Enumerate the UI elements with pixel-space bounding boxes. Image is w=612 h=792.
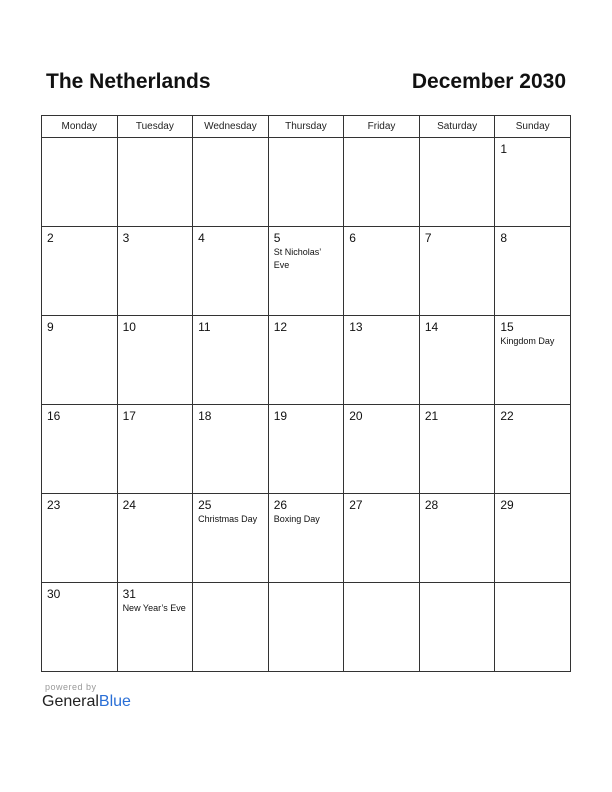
calendar-day-content — [344, 138, 419, 142]
calendar-day-cell — [117, 138, 193, 227]
calendar-day-content — [118, 227, 193, 245]
calendar-day-cell — [419, 494, 495, 583]
weekday-header: Sunday — [495, 116, 571, 138]
calendar-day-content — [42, 494, 117, 512]
calendar-day-content — [269, 227, 344, 272]
calendar-day-content — [269, 405, 344, 423]
footer-branding — [42, 682, 131, 711]
calendar-body — [42, 138, 571, 672]
calendar-day-cell — [42, 583, 118, 672]
brand-logo-part2: Blue — [98, 693, 131, 710]
calendar-week-row — [42, 138, 571, 227]
calendar-week-row — [42, 494, 571, 583]
day-number: 20 — [349, 409, 363, 423]
calendar-day-cell — [419, 316, 495, 405]
calendar-day-content — [420, 138, 495, 142]
calendar-day-content — [420, 494, 495, 512]
calendar-day-cell — [268, 316, 344, 405]
calendar-day-cell — [344, 405, 420, 494]
day-number: 14 — [424, 320, 439, 334]
day-number: 17 — [122, 409, 136, 423]
day-number: 28 — [424, 498, 439, 512]
country-title: The Netherlands — [46, 70, 211, 93]
brand-logo — [42, 693, 131, 711]
calendar-day-cell — [268, 138, 344, 227]
calendar-day-cell — [193, 316, 269, 405]
calendar-day-content — [118, 138, 193, 142]
day-number: 27 — [349, 498, 363, 512]
calendar-day-content — [269, 138, 344, 142]
calendar-day-cell — [268, 583, 344, 672]
day-number: 8 — [500, 231, 508, 245]
calendar-day-cell — [117, 227, 193, 316]
calendar-week-row — [42, 316, 571, 405]
calendar-day-content — [495, 405, 570, 423]
calendar-day-content — [193, 494, 268, 526]
calendar-day-content — [118, 405, 193, 423]
calendar-day-cell — [193, 227, 269, 316]
weekday-header: Monday — [42, 116, 118, 138]
calendar-day-content — [42, 583, 117, 601]
day-number: 10 — [122, 320, 136, 334]
calendar-day-cell — [268, 494, 344, 583]
calendar-day-content — [344, 227, 419, 245]
holiday-label: Boxing Day — [273, 514, 320, 524]
calendar-day-content — [193, 138, 268, 142]
calendar-day-content — [344, 316, 419, 334]
day-number: 3 — [122, 231, 130, 245]
weekday-header: Thursday — [268, 116, 344, 138]
day-number: 9 — [47, 320, 54, 334]
holiday-label: Kingdom Day — [500, 336, 555, 346]
calendar-day-content — [344, 494, 419, 512]
powered-by-text: powered by — [45, 682, 97, 692]
calendar-day-cell — [495, 494, 571, 583]
calendar-day-cell — [495, 583, 571, 672]
calendar-day-cell — [193, 405, 269, 494]
calendar-day-content — [344, 583, 419, 587]
calendar-day-cell — [344, 316, 420, 405]
calendar-day-content — [495, 316, 570, 348]
calendar-day-cell — [419, 405, 495, 494]
calendar-day-cell — [419, 138, 495, 227]
calendar-header — [46, 70, 566, 98]
day-number: 16 — [47, 409, 61, 423]
calendar-day-cell — [193, 138, 269, 227]
calendar-day-cell — [42, 316, 118, 405]
calendar-day-cell — [193, 494, 269, 583]
day-number: 7 — [424, 231, 432, 245]
weekday-header: Wednesday — [193, 116, 269, 138]
calendar-day-cell — [117, 583, 193, 672]
calendar-day-cell — [344, 583, 420, 672]
calendar-day-cell — [42, 227, 118, 316]
day-number: 5 — [273, 231, 281, 245]
day-number: 31 — [122, 587, 136, 601]
weekday-header: Tuesday — [117, 116, 193, 138]
calendar-week-row — [42, 405, 571, 494]
day-number: 30 — [47, 587, 61, 601]
day-number: 21 — [424, 409, 439, 423]
weekday-header: Saturday — [419, 116, 495, 138]
calendar-day-cell — [193, 583, 269, 672]
calendar-day-content — [269, 583, 344, 587]
day-number: 19 — [273, 409, 288, 423]
calendar-day-cell — [419, 583, 495, 672]
holiday-label: St Nicholas’ Eve — [273, 247, 321, 270]
calendar-day-content — [495, 138, 570, 156]
calendar-day-cell — [42, 405, 118, 494]
day-number: 4 — [198, 231, 205, 245]
calendar-day-cell — [495, 227, 571, 316]
calendar-day-content — [193, 316, 268, 334]
day-number: 13 — [349, 320, 363, 334]
calendar-day-content — [193, 405, 268, 423]
calendar-day-content — [420, 227, 495, 245]
calendar-week-row — [42, 583, 571, 672]
calendar-day-content — [42, 227, 117, 245]
holiday-label: New Year’s Eve — [122, 603, 186, 613]
calendar-week-row — [42, 227, 571, 316]
calendar-day-content — [344, 405, 419, 423]
calendar-day-cell — [42, 138, 118, 227]
calendar-day-content — [42, 138, 117, 142]
month-title: December 2030 — [411, 70, 566, 93]
day-number: 25 — [198, 498, 212, 512]
calendar-day-content — [118, 583, 193, 615]
calendar-day-cell — [495, 316, 571, 405]
calendar-day-content — [420, 405, 495, 423]
calendar-day-content — [269, 316, 344, 334]
holiday-label: Christmas Day — [198, 514, 258, 524]
calendar-day-content — [269, 494, 344, 526]
calendar-day-content — [420, 316, 495, 334]
calendar-day-cell — [117, 494, 193, 583]
calendar-day-content — [495, 227, 570, 245]
weekday-header-row — [42, 116, 571, 138]
calendar-day-content — [193, 227, 268, 245]
day-number: 26 — [273, 498, 288, 512]
day-number: 18 — [198, 409, 212, 423]
day-number: 2 — [47, 231, 54, 245]
calendar-day-content — [420, 583, 495, 587]
calendar-day-cell — [117, 405, 193, 494]
day-number: 1 — [500, 142, 508, 156]
calendar-grid — [41, 115, 571, 672]
day-number: 29 — [500, 498, 514, 512]
calendar-day-content — [42, 405, 117, 423]
calendar-day-cell — [495, 138, 571, 227]
calendar-day-cell — [117, 316, 193, 405]
weekday-header: Friday — [344, 116, 420, 138]
calendar-day-cell — [268, 227, 344, 316]
calendar-day-cell — [344, 138, 420, 227]
day-number: 23 — [47, 498, 61, 512]
calendar-day-content — [193, 583, 268, 587]
calendar-day-content — [495, 494, 570, 512]
calendar-day-content — [495, 583, 570, 587]
calendar-day-cell — [344, 494, 420, 583]
day-number: 15 — [500, 320, 514, 334]
brand-logo-part1: General — [42, 693, 99, 710]
day-number: 22 — [500, 409, 514, 423]
calendar-day-cell — [495, 405, 571, 494]
day-number: 6 — [349, 231, 356, 245]
calendar-day-cell — [268, 405, 344, 494]
calendar-day-cell — [419, 227, 495, 316]
day-number: 11 — [198, 320, 211, 334]
calendar-day-content — [42, 316, 117, 334]
day-number: 12 — [273, 320, 288, 334]
calendar-day-cell — [344, 227, 420, 316]
day-number: 24 — [122, 498, 136, 512]
calendar-day-content — [118, 316, 193, 334]
calendar-day-cell — [42, 494, 118, 583]
calendar-day-content — [118, 494, 193, 512]
